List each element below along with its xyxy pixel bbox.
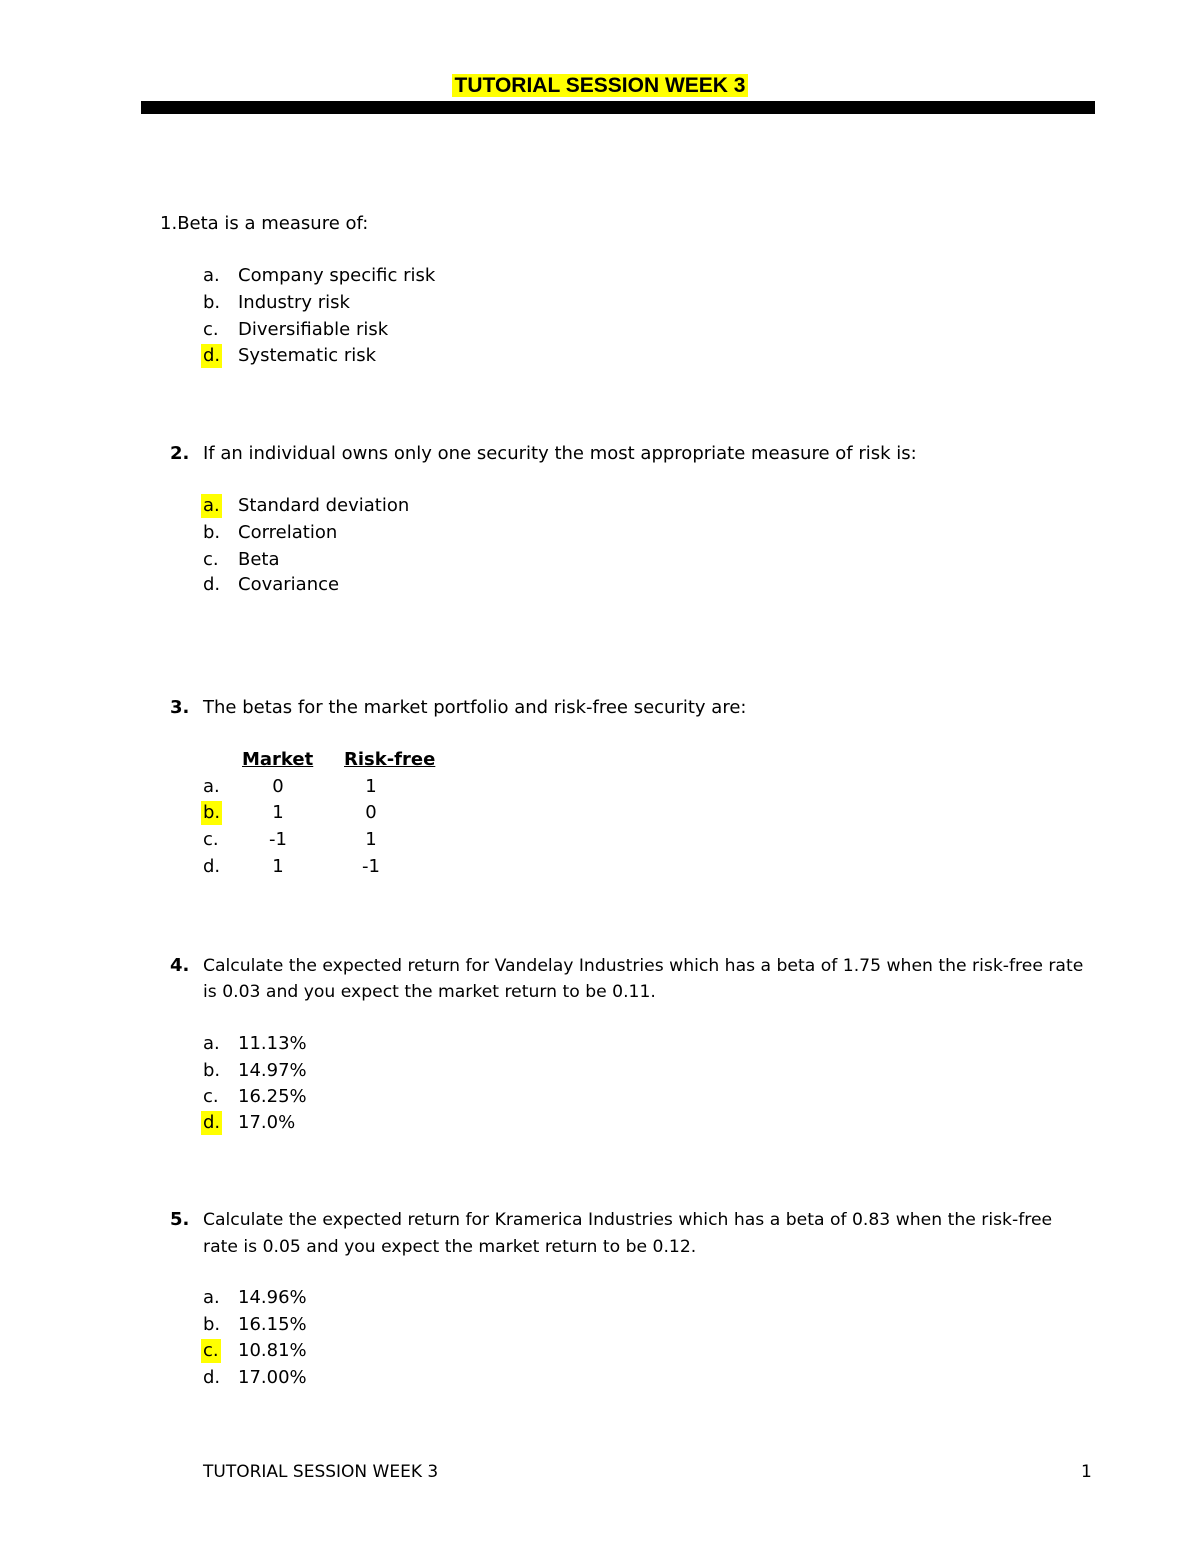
q5-option-a-letter: a.	[203, 1287, 220, 1308]
q3-table-header-riskfree: Risk-free	[344, 749, 436, 770]
q3-row-d-letter: d.	[203, 856, 221, 877]
q3-row-c-riskfree: 1	[365, 829, 377, 850]
q3-row-b-riskfree: 0	[365, 802, 377, 823]
q2-option-b-text: Correlation	[238, 522, 338, 543]
question-1-number: 1.	[160, 213, 178, 234]
q1-option-b-letter: b.	[203, 292, 221, 313]
q3-row-c-letter: c.	[203, 829, 219, 850]
q1-option-c-text: Diversifiable risk	[238, 319, 389, 340]
q4-option-a-letter: a.	[203, 1033, 220, 1054]
q5-option-b-text: 16.15%	[238, 1314, 307, 1335]
q1-option-c-letter: c.	[203, 319, 219, 340]
q2-option-c-letter: c.	[203, 549, 219, 570]
q4-option-b-text: 14.97%	[238, 1060, 307, 1081]
q1-option-d-letter: d.	[203, 345, 221, 366]
question-1-stem	[160, 212, 368, 236]
q3-row-b-letter: b.	[203, 802, 221, 823]
q3-row-d-riskfree: -1	[362, 856, 380, 877]
page-number: 1	[1081, 1462, 1092, 1482]
q2-option-b-letter: b.	[203, 522, 221, 543]
q5-option-c-letter: c.	[203, 1340, 219, 1361]
q2-option-d-text: Covariance	[238, 574, 340, 595]
question-4-text-line2: is 0.03 and you expect the market return to be 0.11.	[203, 982, 656, 1002]
question-1-text: Beta is a measure of:	[177, 213, 369, 234]
q2-option-c-text: Beta	[238, 549, 280, 570]
q5-option-d-letter: d.	[203, 1367, 221, 1388]
question-5-text-line1: Calculate the expected return for Kramerica Industries which has a beta of 0.83 when the risk-free	[203, 1210, 1053, 1230]
page-title	[0, 74, 1200, 98]
header-rule	[141, 101, 1095, 114]
q1-option-b-text: Industry risk	[238, 292, 350, 313]
question-2-text: If an individual owns only one security the most appropriate measure of risk is:	[203, 443, 917, 464]
q4-option-a-text: 11.13%	[238, 1033, 307, 1054]
q3-table-header-market: Market	[242, 749, 314, 770]
question-2-number: 2.	[170, 443, 190, 464]
q5-option-a-text: 14.96%	[238, 1287, 307, 1308]
question-5-text-line2: rate is 0.05 and you expect the market return to be 0.12.	[203, 1237, 697, 1257]
page-title-text: TUTORIAL SESSION WEEK 3	[452, 74, 749, 97]
q2-option-a-letter: a.	[203, 495, 220, 516]
question-3-text: The betas for the market portfolio and risk-free security are:	[203, 697, 747, 718]
question-4-text-line1: Calculate the expected return for Vandelay Industries which has a beta of 1.75 when the risk-free rate	[203, 956, 1084, 976]
q5-option-b-letter: b.	[203, 1314, 221, 1335]
q3-row-d-market: 1	[272, 856, 284, 877]
q4-option-b-letter: b.	[203, 1060, 221, 1081]
q1-option-a-text: Company specific risk	[238, 265, 436, 286]
q2-option-d-letter: d.	[203, 574, 221, 595]
q3-row-a-letter: a.	[203, 776, 220, 797]
q5-option-d-text: 17.00%	[238, 1367, 307, 1388]
q4-option-c-letter: c.	[203, 1086, 219, 1107]
q4-option-c-text: 16.25%	[238, 1086, 307, 1107]
q1-option-a-letter: a.	[203, 265, 220, 286]
question-5-number: 5.	[170, 1209, 190, 1230]
q3-row-a-market: 0	[272, 776, 284, 797]
question-3-number: 3.	[170, 697, 190, 718]
q4-option-d-letter: d.	[203, 1112, 221, 1133]
q5-option-c-text: 10.81%	[238, 1340, 307, 1361]
question-4-number: 4.	[170, 955, 190, 976]
q4-option-d-text: 17.0%	[238, 1112, 296, 1133]
q3-row-a-riskfree: 1	[365, 776, 377, 797]
q3-row-b-market: 1	[272, 802, 284, 823]
footer-title: TUTORIAL SESSION WEEK 3	[203, 1462, 439, 1482]
q2-option-a-text: Standard deviation	[238, 495, 410, 516]
q3-row-c-market: -1	[269, 829, 287, 850]
q1-option-d-text: Systematic risk	[238, 345, 377, 366]
